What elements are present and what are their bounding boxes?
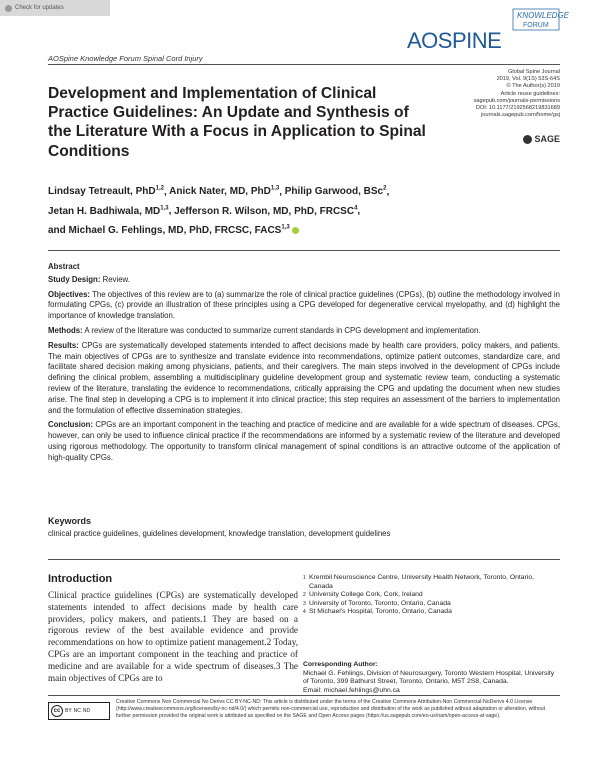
keywords-list: clinical practice guidelines, guidelines development, knowledge translation, development guidelines <box>48 528 391 538</box>
journal-link[interactable]: journals.sagepub.com/home/gsj <box>481 112 560 119</box>
affiliations <box>303 574 558 617</box>
author[interactable]: Anick Nater, MD, PhD$^{1,3}$ <box>169 186 280 198</box>
cc-by: BY <box>65 708 72 714</box>
affiliation: 2 University College Cork, Cork, Ireland <box>303 591 423 599</box>
corresponding-author <box>303 661 558 695</box>
publisher-name: SAGE <box>534 134 560 144</box>
keywords-heading: Keywords <box>48 516 92 526</box>
journal-section-header: AOSpine Knowledge Forum Spinal Cord Injury <box>48 54 203 63</box>
abstract-conclusion: Conclusion: CPGs are an important component in the teaching and practice of medicine and are available for a wide spectrum of diseases. CPGs, however, can only be used to influence clinical practice if the recommendations are informed by a systematic review of the literature and developed using rigorous methodology. The opportunity to transform clinical management of spinal conditions is an attractive outcome of the application of high-quality CPGs. <box>48 420 560 462</box>
permissions-link[interactable]: sagepub.com/journals-permissions <box>473 97 560 104</box>
logo-knowledge: KNOWLEDGE <box>517 11 570 20</box>
abstract-methods: Methods: A review of the literature was conducted to summarize current standards in CPG development and implementation. <box>48 325 481 335</box>
footer-rule <box>48 695 560 696</box>
badge-label: Check for updates <box>15 5 64 11</box>
affiliation: 3 University of Toronto, Toronto, Ontario, Canada <box>303 599 451 607</box>
abstract <box>48 262 560 468</box>
corresponding-heading: Corresponding Author: <box>303 661 378 668</box>
affiliation: 1 Krembil Neuroscience Centre, University Health Network, Toronto, Ontario, Canada <box>303 574 535 590</box>
keywords <box>48 516 560 539</box>
article-meta <box>420 69 560 119</box>
abstract-rule <box>48 250 560 251</box>
cc-nd: ND <box>82 708 91 714</box>
volume: 2019, Vol. 9(1S) 53S-64S <box>496 76 560 83</box>
cc-icon: cc <box>51 705 63 717</box>
reuse-label: Article reuse guidelines: <box>500 90 560 97</box>
article-title: Development and Implementation of Clinical Practice Guidelines: An Update and Synthesis of the Literature With a Focus in Application to Spinal Conditions <box>48 85 426 160</box>
author[interactable]: Jefferson R. Wilson, MD, PhD, FRCSC$^4$ <box>174 205 358 217</box>
logo-aospine: AOSPINE <box>407 28 502 53</box>
aospine-logo <box>405 8 570 53</box>
sage-logo <box>523 134 560 144</box>
doi[interactable]: DOI: 10.1177/2192568219831689 <box>475 105 560 112</box>
logo-forum: FORUM <box>523 22 549 29</box>
introduction-text: Clinical practice guidelines (CPGs) are systematically developed statements intended to affect decisions made by health care providers, policy makers, and patients.1 They are based on a rigorous review of the best available evidence and provide recommendations on how to optimize patient management.2 Today, CPGs are an important component in the teaching and practice of medicine and are available for a wide spectrum of diseases.3 The main objectives of CPGs are to <box>48 590 298 683</box>
abstract-heading: Abstract <box>48 262 80 271</box>
author-list: Lindsay Tetreault, PhD$^{1,2}$, Anick Nater, MD, PhD$^{1,3}$, Philip Garwood, BSc$^2$, Jetan H. Badhiwala, MD$^{1,3}$, Jefferson R. Wilson, MD, PhD, FRCSC$^4$, and Michael G. Fehlings, MD, PhD, FRCSC, FACS$^{1,3}$ <box>48 186 390 236</box>
abstract-objectives: Objectives: The objectives of this review are to (a) summarize the role of clinical practice guidelines (CPGs), (b) outline the methodology involved in formulating CPGs, (c) provide an illustration of these principles using a CPG developed for degenerative cervical myelopathy, and (d) highlight the importance of knowledge translation. <box>48 289 560 321</box>
cc-license-badge[interactable] <box>48 702 110 720</box>
update-icon <box>5 5 12 12</box>
cc-nc: NC <box>73 708 81 714</box>
affiliation: 4 St Michael's Hospital, Toronto, Ontario, Canada <box>303 608 452 616</box>
sage-icon <box>523 135 532 144</box>
keywords-rule <box>48 559 560 560</box>
abstract-study-design: Study Design: Review. <box>48 274 130 284</box>
license-text: Creative Commons Non Commercial No Derivs CC BY-NC-ND: This article is distributed under the terms of the Creative Commons Attribution-Non Commercial-NoDerivs 4.0 License (http://www.creativecommons.org/licenses/by-nc-nd/4.0/) which permits non-commercial use, reproduction and distribution of the work as published without adaptation or alteration, without further permission provided the original work is attributed as specified on the SAGE and Open Access pages (https://us.sagepub.com/en-us/nam/open-access-at-sage). <box>116 699 546 720</box>
author[interactable]: and Michael G. Fehlings, MD, PhD, FRCSC, FACS$^{1,3}$ <box>48 224 290 236</box>
copyright: © The Author(s) 2019 <box>506 83 560 90</box>
introduction-heading: Introduction <box>48 573 113 585</box>
journal-name: Global Spine Journal <box>508 69 560 75</box>
corresponding-address: Michael G. Fehlings, Division of Neurosurgery, Toronto Western Hospital, University of Toronto, 399 Bathurst Street, Toronto, Ontario, M5T 2S8, Canada. <box>303 669 555 686</box>
author[interactable]: Philip Garwood, BSc$^2$ <box>284 186 387 198</box>
check-for-updates-badge[interactable] <box>0 0 110 16</box>
header-rule <box>48 64 560 65</box>
abstract-results: Results: CPGs are systematically developed statements intended to affect decisions made by health care providers, policy makers, and patients. The main objectives of CPGs are to synthesize and translate evidence into recommendations, optimize patient outcomes, standardize care, and facilitate shared decision making among physicians, patients, and their caregivers. The main steps involved in the development of CPGs include defining the clinical problem, assembling a multidisciplinary guideline development group and systematic review team, conducting a systematic review of the literature, translating the evidence to recommendations, critically appraising the CPG and updating the document when new studies arise. The final step in developing a CPG is to implement it into clinical practice; this step requires an assessment of the barriers to implementation and the formulation of effective dissemination strategies. <box>48 340 560 415</box>
author[interactable]: Jetan H. Badhiwala, MD$^{1,3}$ <box>48 205 169 217</box>
author[interactable]: Lindsay Tetreault, PhD$^{1,2}$ <box>48 186 164 198</box>
orcid-icon[interactable] <box>292 227 299 234</box>
corresponding-email[interactable]: Email: michael.fehlings@uhn.ca <box>303 686 400 694</box>
